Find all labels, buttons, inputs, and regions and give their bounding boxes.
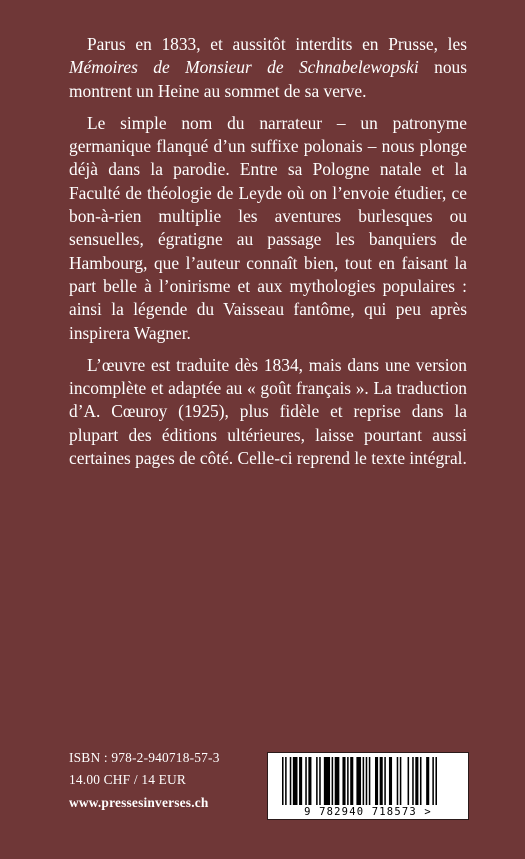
blurb-p1-end: nous montrent un Heine au sommet de sa verve. [69, 57, 467, 101]
isbn-barcode [267, 752, 469, 820]
book-title: Mémoires de Monsieur de Schnabelewopski [69, 57, 419, 78]
isbn-line: ISBN : 978-2-940718-57-3 [69, 750, 220, 765]
publication-info [69, 747, 220, 814]
price-line: 14.00 CHF / 14 EUR [69, 772, 187, 788]
back-cover-blurb [69, 33, 467, 479]
blurb-paragraph-3: L’œuvre est traduite dès 1834, mais dans une version incomplète et adaptée au « goût français ». La traduction d’A. Cœuroy (1925), plus fidèle et reprise dans la plupart des éditions ultérieures, laisse pourtant aussi certaines pages de côté. Celle-ci reprend le texte intégral. [69, 354, 467, 469]
barcode-digits: 9 782940 718573 > [304, 806, 432, 818]
blurb-p1-start: Parus en 1833, et aussitôt interdits en Prusse, les [87, 34, 467, 54]
blurb-paragraph-2: Le simple nom du narrateur – un patronyme germanique flanqué d’un suffixe polonais – nous plonge déjà dans la parodie. Entre sa Pologne natale et la Faculté de théologie de Leyde où on l’envoie étudier, ce bon-à-rien multiplie les aventures burlesques ou sensuelles, égratigne au passage les banquiers de Hambourg, que l’auteur connaît bien, tout en faisant la part belle à l’onirisme et aux mythologies populaires : ainsi la légende du Vaisseau fantôme, qui peu après inspirera Wagner. [69, 112, 467, 343]
publisher-website: www.pressesinverses.ch [69, 794, 209, 810]
blurb-paragraph-1 [69, 33, 467, 103]
